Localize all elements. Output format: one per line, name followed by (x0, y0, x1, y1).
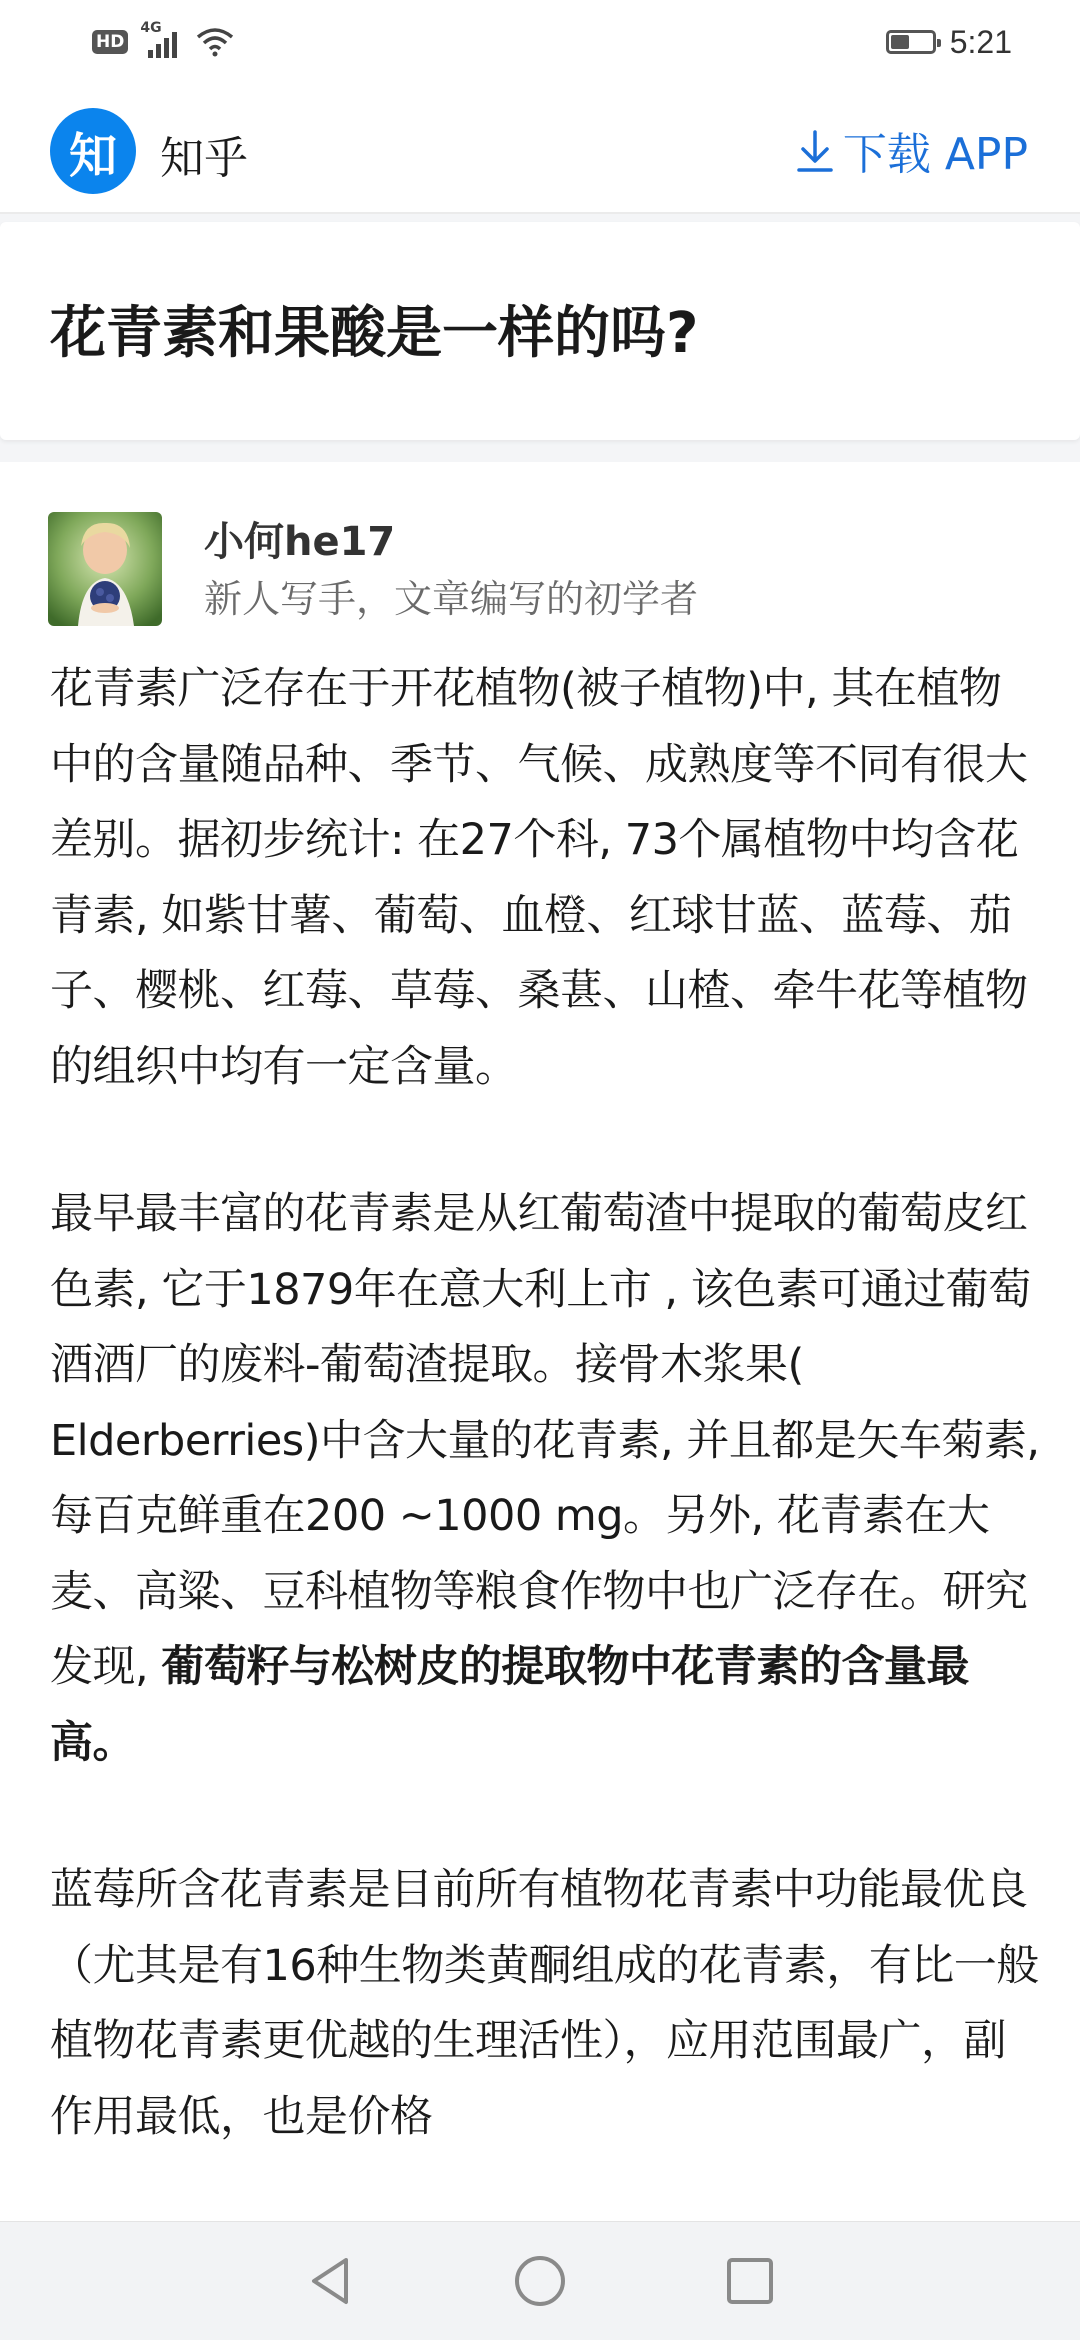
home-circle-icon (512, 2253, 568, 2309)
answer-paragraph: 蓝莓所含花青素是目前所有植物花青素中功能最优良（尤其是有16种生物类黄酮组成的花青素，有比一般植物花青素更优越的生理活性），应用范围最广，副作用最低，也是价格 (50, 1865, 1039, 2142)
wifi-icon (196, 27, 234, 57)
download-app-button[interactable] (795, 118, 1028, 182)
battery-level (891, 35, 909, 49)
paragraph-text: 最早最丰富的花青素是从红葡萄渣中提取的葡萄皮红色素, 它于1879年在意大利上市 , 该色素可通过葡萄酒酒厂的废料-葡萄渣提取。接骨木浆果( Elderberries)中含大量的花青素, 并且都是矢车菊素, 每百克鲜重在200 ~1000 mg。另外, 花青素在大麦、高粱、豆科植物等粮食作物中也广泛存在。研究发现, (50, 1189, 1040, 1692)
status-right (886, 22, 1012, 62)
back-triangle-icon (306, 2254, 354, 2308)
answer-content (50, 652, 1040, 2222)
question-card (0, 222, 1080, 440)
home-button[interactable] (510, 2251, 570, 2311)
author-avatar[interactable] (48, 512, 162, 626)
bold-highlight: 葡萄籽与松树皮的提取物中花青素的含量最高。 (50, 1642, 969, 1768)
answer-paragraph: 花青素广泛存在于开花植物(被子植物)中, 其在植物中的含量随品种、季节、气候、成熟度等不同有很大差别。据初步统计: 在27个科, 73个属植物中均含花青素, 如紫甘薯、葡萄、血橙、红球甘蓝、蓝莓、茄子、樱桃、红莓、草莓、桑葚、山楂、牵牛花等植物的组织中均有一定含量。 (50, 664, 1028, 1092)
hd-badge: HD (92, 30, 128, 54)
status-left (92, 20, 234, 60)
status-bar (0, 0, 1080, 84)
back-button[interactable] (300, 2251, 360, 2311)
network-type-label: 4G (140, 20, 162, 36)
download-app-label: 下载 APP (842, 129, 1028, 180)
answer-paragraph (50, 1177, 1040, 1781)
answer-card (0, 462, 1080, 2222)
app-header (0, 84, 1080, 214)
question-title[interactable]: 花青素和果酸是一样的吗? (50, 301, 699, 366)
battery-icon (886, 30, 936, 54)
avatar-image (48, 512, 162, 626)
cell-signal-icon (140, 20, 184, 60)
system-nav-bar (0, 2221, 1080, 2340)
zhihu-logo[interactable]: 知 (50, 108, 136, 194)
app-name: 知乎 (160, 133, 248, 184)
recents-square-icon (725, 2256, 775, 2306)
download-icon (795, 126, 835, 174)
clock: 5:21 (949, 23, 1012, 60)
recents-button[interactable] (720, 2251, 780, 2311)
author-name[interactable]: 小何he17 (204, 519, 396, 565)
author-bio: 新人写手，文章编写的初学者 (204, 577, 699, 621)
